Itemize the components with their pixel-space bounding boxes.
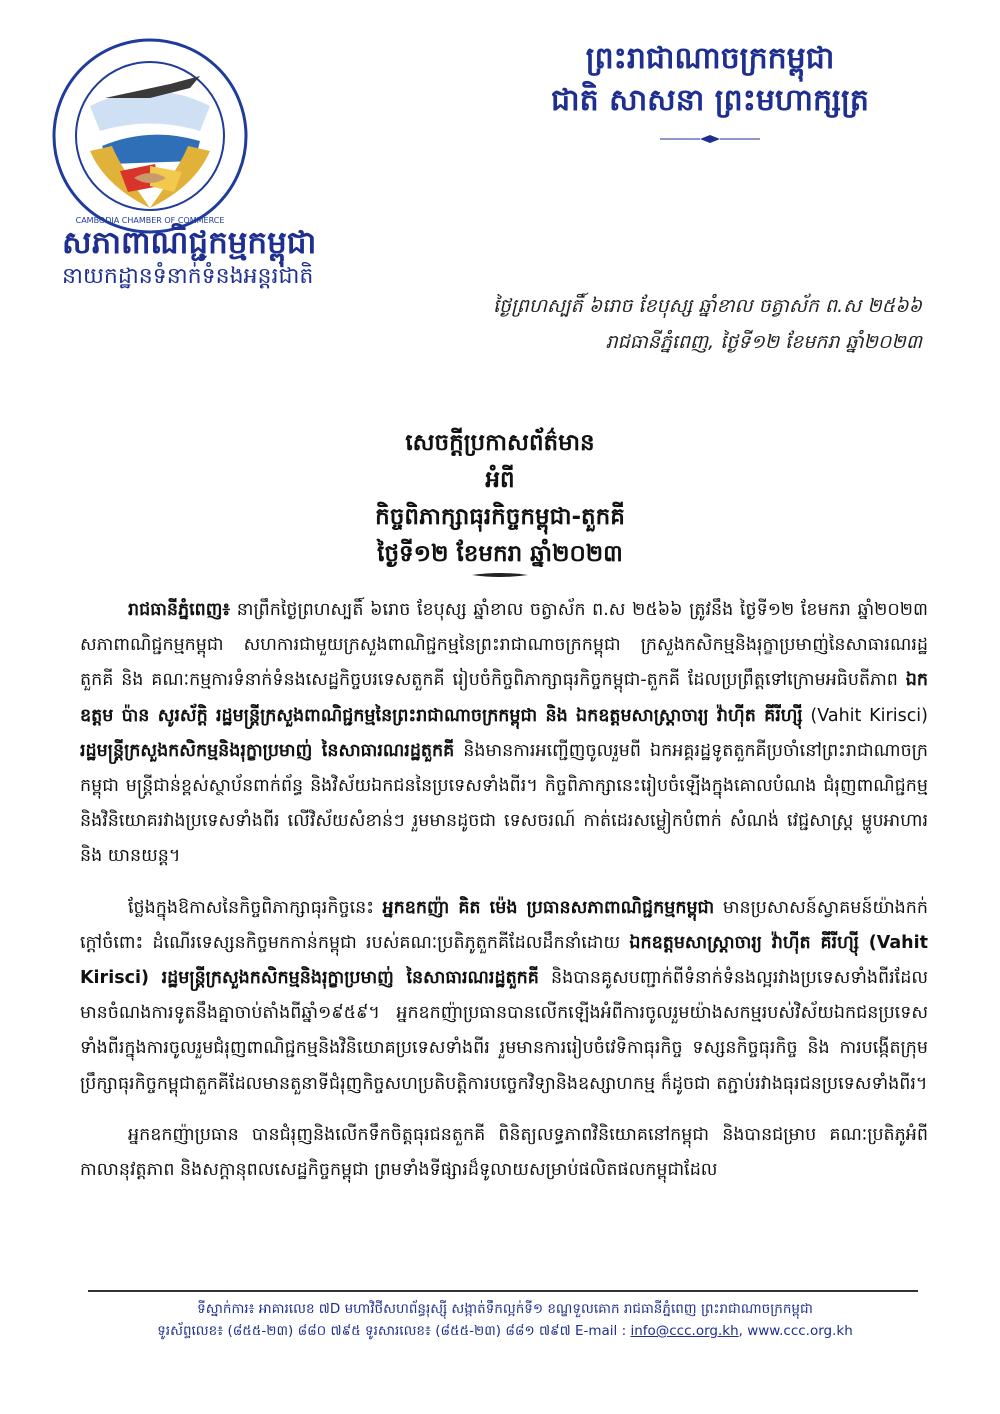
logo-ring-text: CAMBODIA CHAMBER OF COMMERCE xyxy=(75,216,225,225)
website-text: www.ccc.org.kh xyxy=(747,1323,853,1339)
paragraph-1: រាជធានីភ្នំពេញ៖ នាព្រឹកថ្ងៃព្រហស្បតិ៍ ៦រោច ខែបុស្ស ឆ្នាំខាល ចត្វាស័ក ព.ស ២៥៦៦ ត្រូវនឹង ថ្ងៃទី១២ ខែមករា ឆ្នាំ២០២៣ សភាពាណិជ្ជកម្មកម្ពុជា សហការជាមួយក្រសួងពាណិជ្ជកម្មនៃព្រះរាជាណាចក្រកម្ពុជា ក្រសួងកសិកម្មនិងរុក្ខាប្រមាញ់នៃសាធារណរដ្ឋតួកគី និង គណៈកម្មការទំនាក់ទំនងសេដ្ឋកិច្ចបរទេសតួកគី រៀបចំកិច្ចពិភាក្សាធុរកិច្ចកម្ពុជា-តួកគី ដែលប្រព្រឹត្តទៅក្រោមអធិបតីភាព ឯកឧត្តម ប៉ាន សូរស័ក្តិ រដ្ឋមន្ត្រីក្រសួងពាណិជ្ជកម្មនៃព្រះរាជាណាចក្រកម្ពុជា និង ឯកឧត្តមសាស្ត្រាចារ្យ វ៉ាហ៊ីត គីរីហ្ស៊ី (Vahit Kirisci) រដ្ឋមន្ត្រីក្រសួងកសិកម្មនិងរុក្ខាប្រមាញ់ នៃសាធារណរដ្ឋតួកគី និងមានការអញ្ជើញចូលរួមពី ឯកអគ្គរដ្ឋទូតតួកគីប្រចាំនៅព្រះរាជាណាចក្រកម្ពុជា មន្ត្រីជាន់ខ្ពស់ស្ថាប័នពាក់ព័ន្ធ និងវិស័យឯកជននៃប្រទេសទាំងពីរ។ កិច្ចពិភាក្សានេះរៀបចំឡើងក្នុងគោលបំណង ជំរុញពាណិជ្ជកម្មនិងវិនិយោគរវាងប្រទេសទាំងពីរ លើវិស័យសំខាន់ៗ រួមមានដូចជា ទេសចរណ៍ កាត់ដេរសម្លៀកបំពាក់ សំណង់ វេជ្ជសាស្ត្រ ម្ហូបអាហារ និង យានយន្ត។ xyxy=(80,600,929,867)
header-ornament xyxy=(660,134,760,144)
title-ornament xyxy=(470,572,530,578)
paragraph-2: ថ្លែងក្នុងឱកាសនៃកិច្ចពិភាក្សាធុរកិច្ចនេះ អ្នកឧកញ៉ា គិត ម៉េង ប្រធានសភាពាណិជ្ជកម្មកម្ពុជា មានប្រសាសន៍ស្វាគមន៍យ៉ាងកក់ក្តៅចំពោះ ដំណើរទេស្សនកិច្ចមកកាន់កម្ពុជា របស់គណៈប្រតិភូតួកគីដែលដឹកនាំដោយ ឯកឧត្តមសាស្ត្រាចារ្យ វ៉ាហ៊ីត គីរីហ្ស៊ី (Vahit Kirisci) រដ្ឋមន្ត្រីក្រសួងកសិកម្មនិងរុក្ខាប្រមាញ់ នៃសាធារណរដ្ឋតួកគី និងបានគូសបញ្ជាក់ពីទំនាក់ទំនងល្អរវាងប្រទេសទាំងពីរដែលមានចំណងការទូតនឹងគ្នាចាប់តាំងពីឆ្នាំ១៩៥៩។ អ្នកឧកញ៉ាប្រធានបានលើកឡើងអំពីការចូលរួមយ៉ាងសកម្មរបស់វិស័យឯកជនប្រទេសទាំងពីរក្នុងការចូលរួមជំរុញពាណិជ្ជកម្មនិងវិនិយោគប្រទេសទាំងពីរ រួមមានការរៀបចំវេទិកាធុរកិច្ច ទស្សនកិច្ចធុរកិច្ច និង ការបង្កើតក្រុមប្រឹក្សាធុរកិច្ចកម្ពុជាតួកគីដែលមានតួនាទីជំរុញកិច្ចសហប្រតិបត្តិការបច្ចេកវិទ្យានិងឧស្សាហកម្ម ក៏ដូចជា តភ្ជាប់រវាងធុរជនប្រទេសទាំងពីរ។ xyxy=(80,897,928,1094)
department-name: នាយកដ្ឋានទំនាក់ទំនងអន្តរជាតិ xyxy=(62,264,314,289)
organization-name: សភាពាណិជ្ជកម្មកម្ពុជា xyxy=(62,225,317,261)
title-line-4: ថ្ងៃទី១២ ខែមករា ឆ្នាំ២០២៣ xyxy=(377,541,623,567)
kingdom-title: ព្រះរាជាណាចក្រកម្ពុជា xyxy=(585,41,835,76)
footer-divider xyxy=(88,1290,918,1292)
footer xyxy=(80,1298,930,1342)
chamber-logo-seal xyxy=(50,36,250,236)
press-release-body xyxy=(80,593,928,1204)
dateline: រាជធានីភ្នំពេញ៖ xyxy=(128,600,231,620)
paragraph-3: អ្នកឧកញ៉ាប្រធាន បានជំរុញនិងលើកទឹកចិត្តធុរជនតួកគី ពិនិត្យលទ្ធភាពវិនិយោគនៅកម្ពុជា និងបានជម្រាប គណៈប្រតិភូអំពីកាលានុវត្តភាព និងសក្តានុពលសេដ្ឋកិច្ចកម្ពុជា ព្រមទាំងទីផ្សារដ៏ទូលាយសម្រាប់ផលិតផលកម្ពុជាដែល xyxy=(80,1124,928,1181)
national-motto: ជាតិ សាសនា ព្រះមហាក្សត្រ xyxy=(551,83,869,118)
solar-date: រាជធានីភ្នំពេញ, ថ្ងៃទី១២ ខែមករា ឆ្នាំ២០២៣ xyxy=(605,331,922,353)
national-header xyxy=(500,38,920,122)
title-line-3: កិច្ចពិភាក្សាធុរកិច្ចកម្ពុជា-តួកគី xyxy=(375,504,625,530)
footer-contact: ទូរស័ព្ទលេខ៖ (៨៥៥-២៣) ៨៨០ ៧៩៥ ទូរសារលេខ៖ (៨៥៥-២៣) ៨៨១ ៧៩៧ E-mail : info@ccc.org.kh, www.ccc.org.kh xyxy=(157,1323,853,1339)
title-line-1: សេចក្តីប្រកាសព័ត៌មាន xyxy=(405,430,595,456)
title-line-2: អំពី xyxy=(485,467,515,493)
email-link[interactable]: info@ccc.org.kh xyxy=(630,1323,739,1339)
footer-address: ទីស្នាក់ការ៖ អាគារលេខ ៧D មហាវិថីសហព័ន្ធរុស្ស៊ី សង្កាត់ទឹកល្អក់ទី១ ខណ្ឌទួលគោក រាជធានីភ្នំពេញ ព្រះរាជាណាចក្រកម្ពុជា xyxy=(197,1301,813,1317)
lunar-date: ថ្ងៃព្រហស្បតិ៍ ៦រោច ខែបុស្ស ឆ្នាំខាល ចត្វាស័ក ព.ស ២៥៦៦ xyxy=(493,295,922,317)
press-release-title xyxy=(250,425,750,573)
